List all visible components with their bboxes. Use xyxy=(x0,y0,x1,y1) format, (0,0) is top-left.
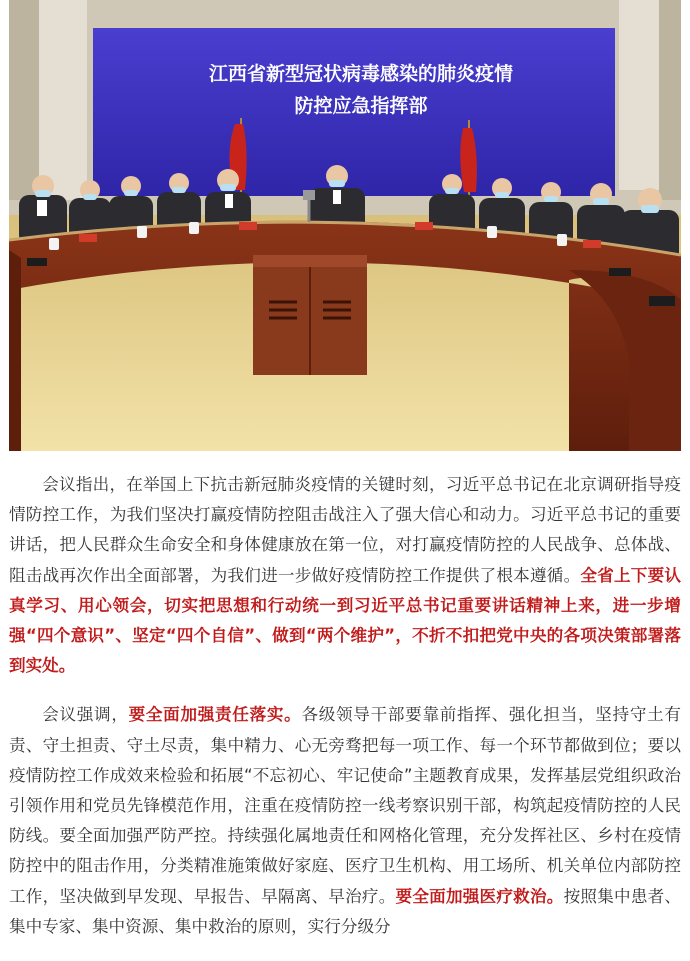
wall-panel-left xyxy=(9,0,39,200)
paragraph-2-lead: 会议强调， xyxy=(42,705,129,725)
paragraph-2 xyxy=(9,700,681,942)
paragraph-2-emphasis-1: 要全面加强责任落实。 xyxy=(128,705,302,725)
conference-table-left xyxy=(9,250,21,451)
meeting-photo xyxy=(9,0,681,451)
paragraph-1-emphasis: 全省上下要认真学习、用心领会，切实把思想和行动统一到习近平总书记重要讲话精神上来，进一步增强“四个意识”、坚定“四个自信”、做到“两个维护”，不折不扣把党中央的各项决策部署落到实处。 xyxy=(9,565,682,676)
paragraph-2-text-1: 各级领导干部要靠前指挥、强化担当，坚持守土有责、守土担责、守土尽责，集中精力、心无旁骛把每一项工作、每一个环节都做到位；要以疫情防控工作成效来检验和拓展“不忘初心、牢记使命”主题教育成果，发挥基层党组织政治引领作用和党员先锋模范作用，注重在疫情防控一线考察识别干部，构筑起疫情防控的人民防线。要全面加强严防严控。持续强化属地责任和网格化管理，充分发挥社区、乡村在疫情防控中的阻击作用，分类精准施策做好家庭、医疗卫生机构、用工场所、机关单位内部防控工作，坚决做到早发现、早报告、早隔离、早治疗。 xyxy=(9,705,682,906)
banner-title-line1: 江西省新型冠状病毒感染的肺炎疫情 xyxy=(208,63,514,85)
article-body xyxy=(9,470,681,961)
meeting-photo-illustration xyxy=(9,0,681,451)
column-right xyxy=(619,0,659,190)
banner-title-line2: 防控应急指挥部 xyxy=(294,95,428,117)
column-left xyxy=(39,0,87,200)
paragraph-2-emphasis-2: 要全面加强医疗救治。 xyxy=(395,886,564,906)
lectern xyxy=(253,255,367,375)
paragraph-1-text: 会议指出，在举国上下抗击新冠肺炎疫情的关键时刻，习近平总书记在北京调研指导疫情防控工作，为我们坚决打赢疫情防控阻击战注入了强大信心和动力。习近平总书记的重要讲话，把人民群众生命安全和身体健康放在第一位，对打赢疫情防控的人民战争、总体战、阻击战再次作出全面部署，为我们进一步做好疫情防控工作提供了根本遵循。 xyxy=(9,475,681,585)
wall-panel-right xyxy=(659,0,681,200)
paragraph-2-text-2: 按照集中患者、集中专家、集中资源、集中救治的原则，实行分级分 xyxy=(9,886,682,936)
paragraph-1 xyxy=(9,470,681,681)
